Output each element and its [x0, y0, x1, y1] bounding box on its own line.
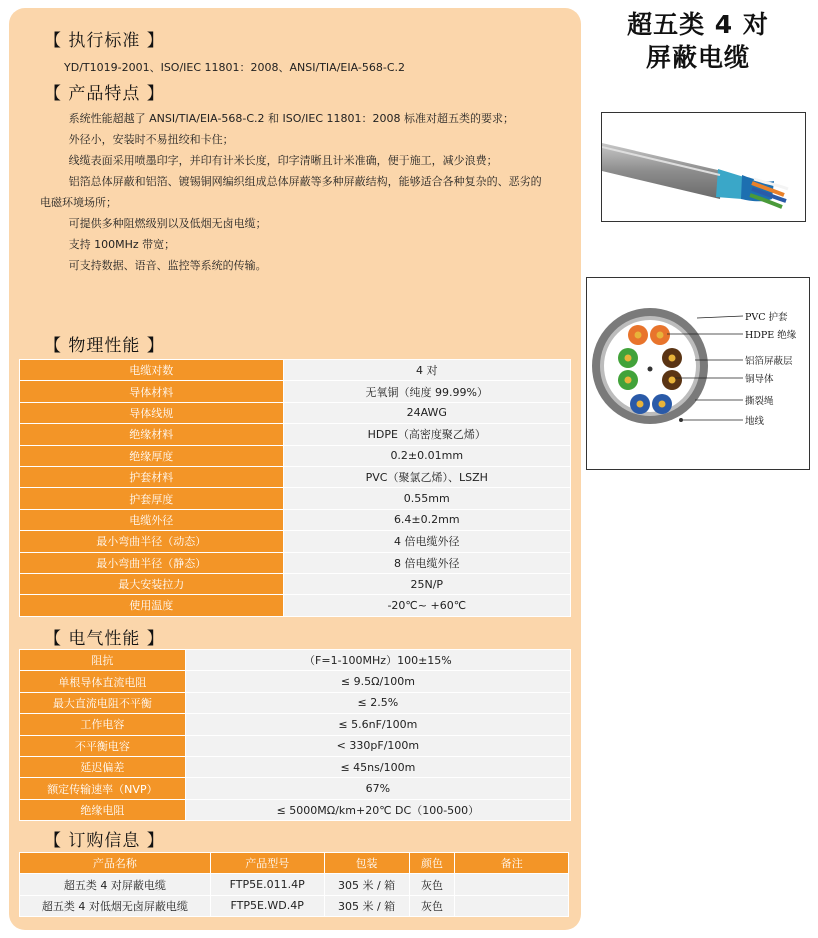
- order-row: [20, 874, 569, 895]
- physical-row-value: 0.2±0.01mm: [283, 445, 570, 466]
- electrical-row-label: 最大直流电阻不平衡: [20, 692, 186, 713]
- section-features-title: 【 产品特点 】: [44, 84, 165, 104]
- physical-row: [20, 509, 571, 530]
- order-cell: 305 米 / 箱: [324, 874, 409, 895]
- diagram-label-pvc-jacket: PVC 护套: [745, 312, 788, 323]
- physical-row-value: 24AWG: [283, 402, 570, 423]
- feature-item: 铝箔总体屏蔽和铝箔、镀锡铜网编织组成总体屏蔽等多种屏蔽结构，能够适合各种复杂的、恶劣的电磁环境场所；: [40, 175, 542, 209]
- electrical-row-value: （F=1-100MHz）100±15%: [185, 650, 570, 671]
- cross-section-illustration: [587, 278, 809, 469]
- physical-row: [20, 424, 571, 445]
- physical-row-label: 绝缘厚度: [20, 445, 284, 466]
- section-physical-title: 【 物理性能 】: [44, 336, 165, 356]
- physical-row-value: 无氧铜（纯度 99.99%）: [283, 381, 570, 402]
- electrical-row: [20, 799, 571, 820]
- electrical-row: [20, 756, 571, 777]
- physical-row: [20, 445, 571, 466]
- physical-row-value: HDPE（高密度聚乙烯）: [283, 424, 570, 445]
- electrical-row-label: 单根导体直流电阻: [20, 671, 186, 692]
- diagram-label-hdpe-insulation: HDPE 绝缘: [745, 330, 797, 341]
- electrical-row: [20, 671, 571, 692]
- physical-row-value: -20℃~ +60℃: [283, 595, 570, 616]
- standard-text: YD/T1019-2001、ISO/IEC 11801：2008、ANSI/TIA/EIA-568-C.2: [64, 61, 405, 74]
- order-cell: 超五类 4 对低烟无卤屏蔽电缆: [20, 895, 211, 916]
- order-cell: 超五类 4 对屏蔽电缆: [20, 874, 211, 895]
- electrical-row-value: ≤ 9.5Ω/100m: [185, 671, 570, 692]
- physical-row: [20, 466, 571, 487]
- physical-row-label: 最大安装拉力: [20, 573, 284, 594]
- feature-item: 支持 100MHz 带宽；: [68, 238, 176, 251]
- electrical-row-label: 工作电容: [20, 714, 186, 735]
- electrical-row: [20, 735, 571, 756]
- electrical-row-value: ≤ 45ns/100m: [185, 756, 570, 777]
- electrical-row: [20, 692, 571, 713]
- product-title: [598, 8, 798, 74]
- order-cell: 305 米 / 箱: [324, 895, 409, 916]
- order-header-cell: 产品型号: [210, 853, 324, 874]
- electrical-row-value: ≤ 2.5%: [185, 692, 570, 713]
- order-header-cell: 产品名称: [20, 853, 211, 874]
- physical-row: [20, 573, 571, 594]
- electrical-row-label: 绝缘电阻: [20, 799, 186, 820]
- order-cell: [455, 874, 569, 895]
- physical-row-label: 护套材料: [20, 466, 284, 487]
- feature-item: 外径小，安装时不易扭绞和卡住；: [68, 133, 234, 146]
- order-header-cell: 备注: [455, 853, 569, 874]
- physical-row-value: 0.55mm: [283, 488, 570, 509]
- electrical-row-label: 额定传输速率（NVP）: [20, 778, 186, 799]
- diagram-label-copper-conductor: 铜导体: [745, 374, 774, 385]
- physical-row-label: 最小弯曲半径（静态）: [20, 552, 284, 573]
- electrical-table: [19, 649, 571, 821]
- physical-row-label: 电缆对数: [20, 360, 284, 381]
- order-header-cell: 颜色: [409, 853, 455, 874]
- cable-photo-illustration: [602, 113, 805, 221]
- physical-row-label: 导体材料: [20, 381, 284, 402]
- electrical-row: [20, 778, 571, 799]
- physical-row-value: 25N/P: [283, 573, 570, 594]
- electrical-row-label: 延迟偏差: [20, 756, 186, 777]
- physical-row: [20, 488, 571, 509]
- diagram-label-ripcord: 撕裂绳: [745, 396, 774, 407]
- physical-row-label: 绝缘材料: [20, 424, 284, 445]
- physical-row: [20, 360, 571, 381]
- order-table: [19, 852, 569, 917]
- physical-row: [20, 595, 571, 616]
- feature-item: 可支持数据、语音、监控等系统的传输。: [68, 259, 267, 272]
- physical-row-label: 护套厚度: [20, 488, 284, 509]
- physical-row-value: 8 倍电缆外径: [283, 552, 570, 573]
- feature-item: 线缆表面采用喷墨印字，并印有计米长度，印字清晰且计米准确，便于施工，减少浪费；: [68, 154, 498, 167]
- electrical-row-value: < 330pF/100m: [185, 735, 570, 756]
- product-title-line1: 超五类 4 对: [627, 10, 769, 39]
- physical-row: [20, 381, 571, 402]
- physical-row-label: 最小弯曲半径（动态）: [20, 531, 284, 552]
- physical-row-label: 导体线规: [20, 402, 284, 423]
- physical-row-label: 使用温度: [20, 595, 284, 616]
- physical-row: [20, 531, 571, 552]
- electrical-row: [20, 714, 571, 735]
- physical-row-value: 4 对: [283, 360, 570, 381]
- section-electrical-title: 【 电气性能 】: [44, 629, 165, 649]
- order-cell: [455, 895, 569, 916]
- physical-row-value: PVC（聚氯乙烯）、LSZH: [283, 466, 570, 487]
- feature-item: 系统性能超越了 ANSI/TIA/EIA-568-C.2 和 ISO/IEC 11801：2008 标准对超五类的要求；: [68, 112, 514, 125]
- physical-row: [20, 552, 571, 573]
- diagram-label-drain-wire: 地线: [745, 416, 765, 427]
- electrical-row-label: 阻抗: [20, 650, 186, 671]
- electrical-row-value: ≤ 5000MΩ/km+20℃ DC（100-500）: [185, 799, 570, 820]
- order-cell: 灰色: [409, 895, 455, 916]
- order-row: [20, 895, 569, 916]
- section-standard-title: 【 执行标准 】: [44, 31, 165, 51]
- physical-table: [19, 359, 571, 617]
- physical-row-label: 电缆外径: [20, 509, 284, 530]
- order-cell: FTP5E.WD.4P: [210, 895, 324, 916]
- diagram-label-foil-shield: 铝箔屏蔽层: [745, 356, 793, 367]
- electrical-row-value: ≤ 5.6nF/100m: [185, 714, 570, 735]
- electrical-row: [20, 650, 571, 671]
- order-header-cell: 包装: [324, 853, 409, 874]
- order-cell: FTP5E.011.4P: [210, 874, 324, 895]
- electrical-row-label: 不平衡电容: [20, 735, 186, 756]
- feature-item: 可提供多种阻燃级别以及低烟无卤电缆；: [68, 217, 267, 230]
- section-order-title: 【 订购信息 】: [44, 831, 165, 851]
- physical-row: [20, 402, 571, 423]
- order-cell: 灰色: [409, 874, 455, 895]
- physical-row-value: 4 倍电缆外径: [283, 531, 570, 552]
- electrical-row-value: 67%: [185, 778, 570, 799]
- features-list: [40, 108, 552, 276]
- product-title-line2: 屏蔽电缆: [645, 43, 750, 72]
- cable-photo: [601, 112, 806, 222]
- physical-row-value: 6.4±0.2mm: [283, 509, 570, 530]
- cable-cross-section-diagram: [586, 277, 810, 470]
